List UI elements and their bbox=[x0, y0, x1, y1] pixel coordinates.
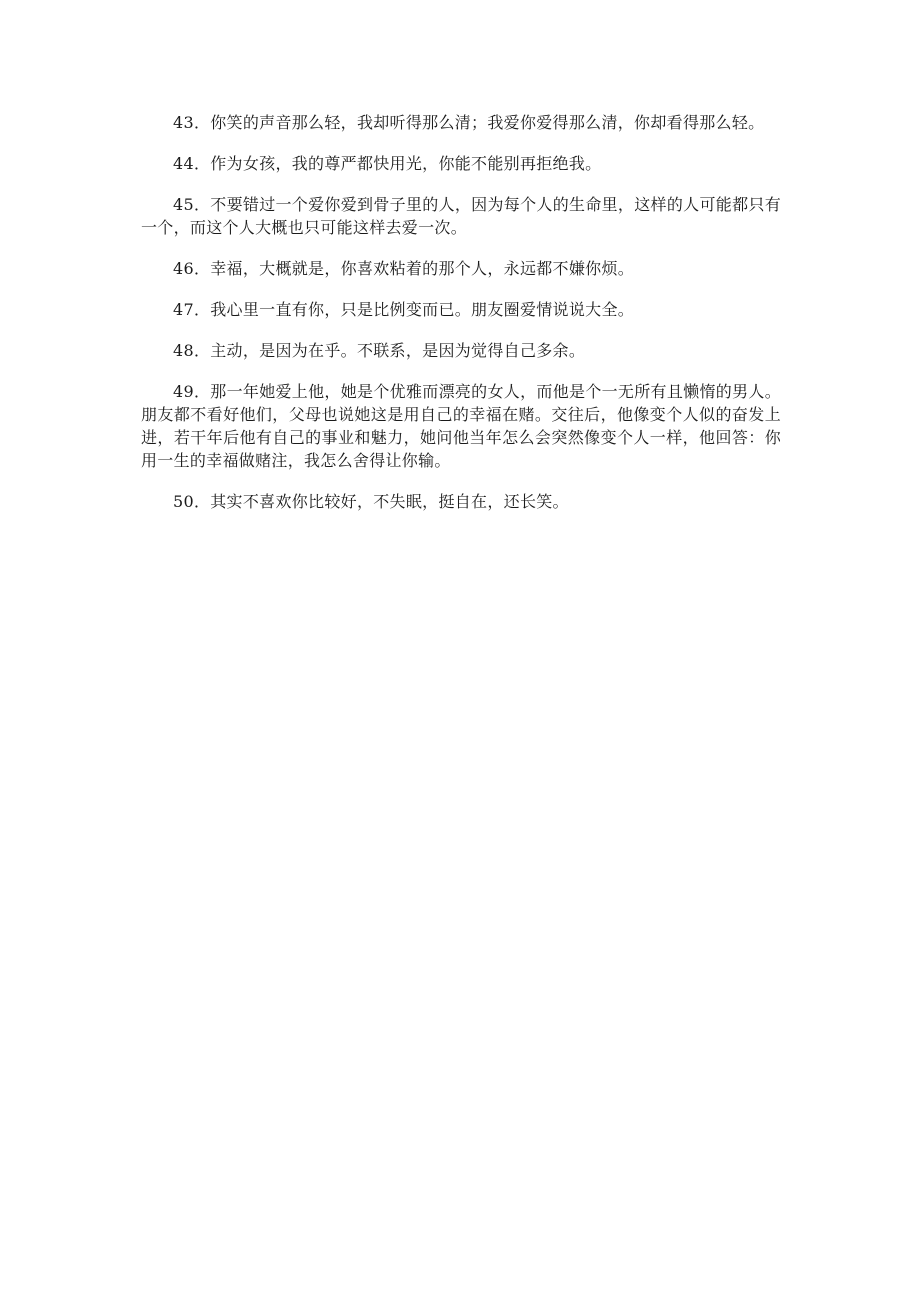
paragraph-45: 45．不要错过一个爱你爱到骨子里的人，因为每个人的生命里，这样的人可能都只有一个，而这个人大概也只可能这样去爱一次。 bbox=[141, 195, 781, 237]
paragraph-49: 49．那一年她爱上他，她是个优雅而漂亮的女人，而他是个一无所有且懒惰的男人。朋友都不看好他们，父母也说她这是用自己的幸福在赌。交往后，他像变个人似的奋发上进，若干年后他有自己的事业和魅力，她问他当年怎么会突然像变个人一样，他回答：你用一生的幸福做赌注，我怎么舍得让你输。 bbox=[141, 382, 781, 470]
paragraph-43: 43．你笑的声音那么轻，我却听得那么清；我爱你爱得那么清，你却看得那么轻。 bbox=[173, 113, 765, 132]
paragraph-46: 46．幸福，大概就是，你喜欢粘着的那个人，永远都不嫌你烦。 bbox=[173, 259, 635, 278]
paragraph-47: 47．我心里一直有你，只是比例变而已。朋友圈爱情说说大全。 bbox=[173, 300, 635, 319]
paragraph-50: 50．其实不喜欢你比较好，不失眠，挺自在，还长笑。 bbox=[173, 492, 569, 511]
paragraph-48: 48．主动，是因为在乎。不联系，是因为觉得自己多余。 bbox=[173, 341, 586, 360]
document-body bbox=[141, 111, 781, 531]
paragraph-44: 44．作为女孩，我的尊严都快用光，你能不能别再拒绝我。 bbox=[173, 154, 602, 173]
